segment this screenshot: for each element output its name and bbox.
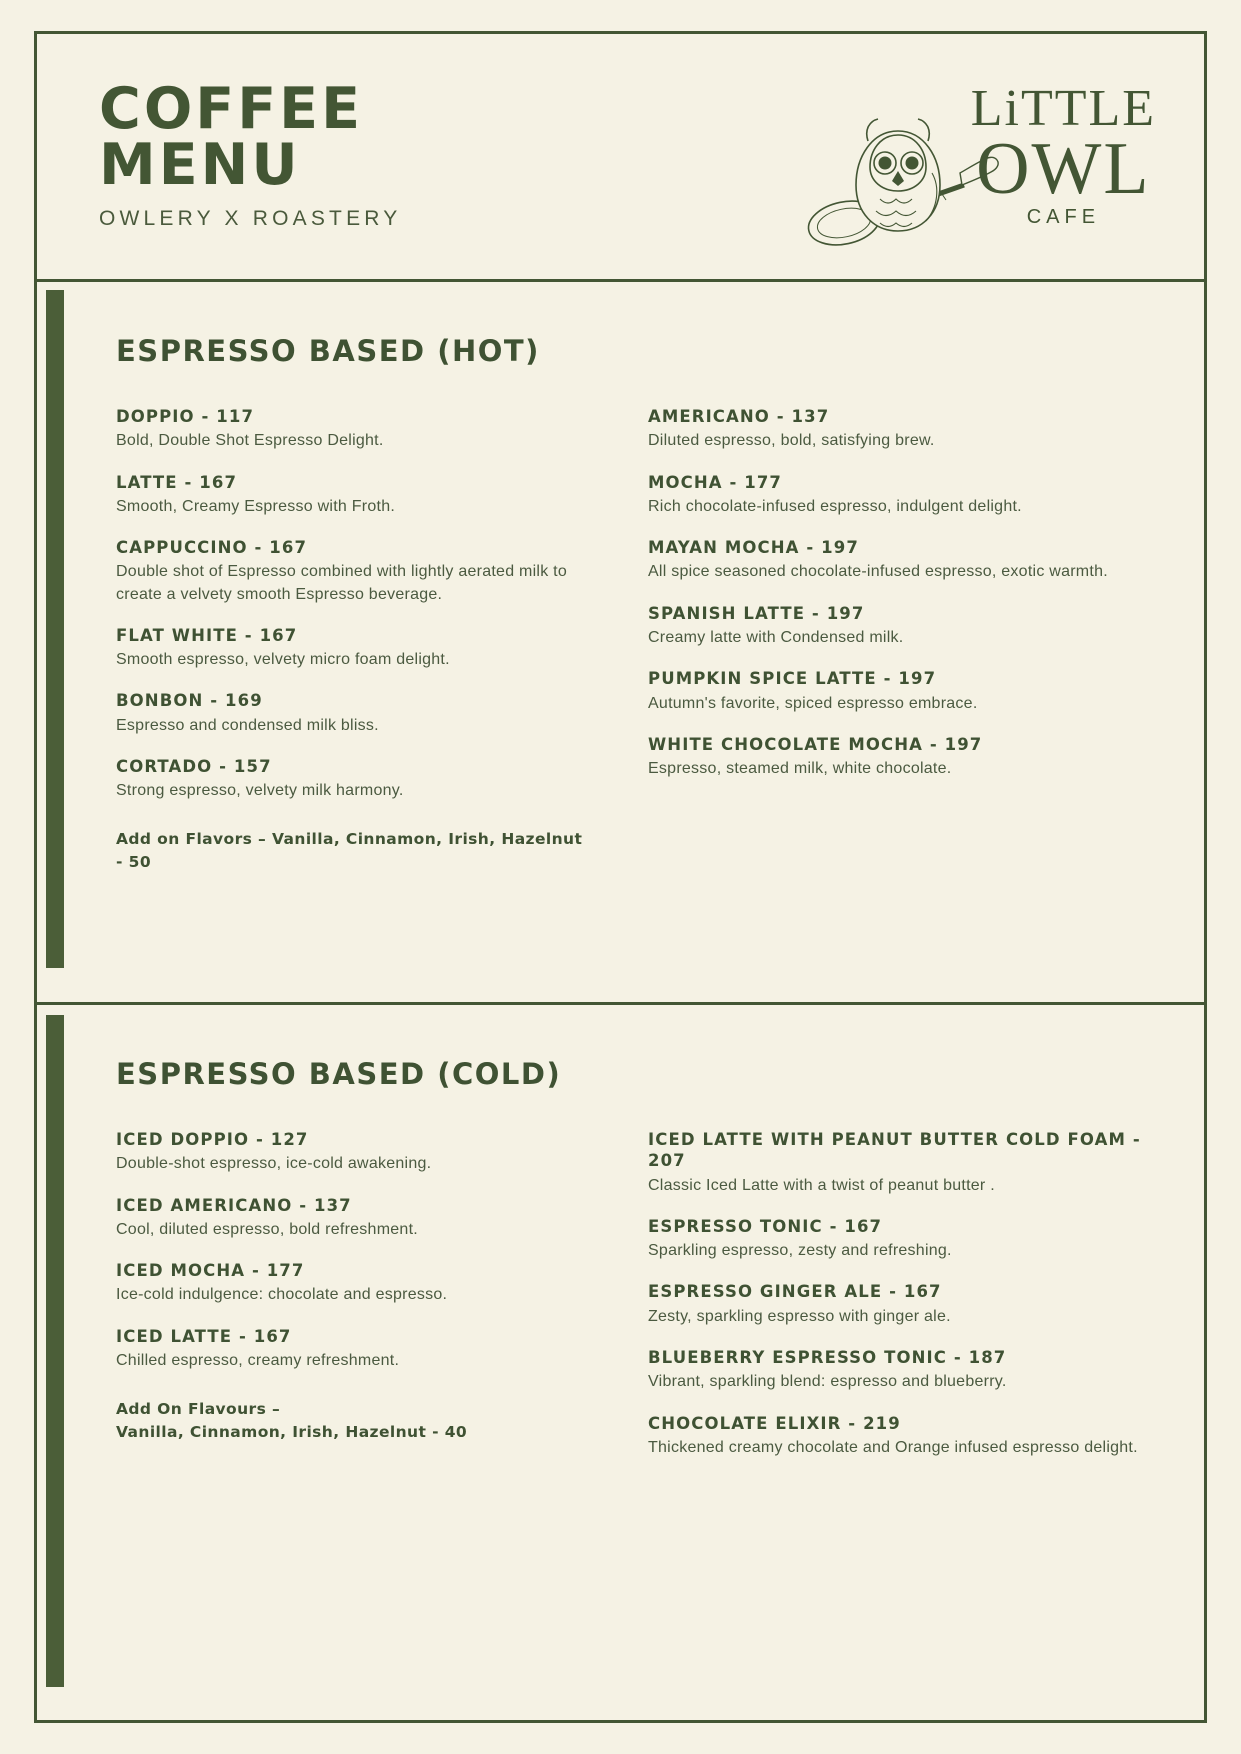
menu-item-description: Smooth, Creamy Espresso with Froth. bbox=[116, 497, 396, 515]
menu-item-description: Cool, diluted espresso, bold refreshment. bbox=[116, 1220, 418, 1238]
menu-item bbox=[648, 406, 1148, 453]
logo-word-cafe: CAFE bbox=[1026, 205, 1101, 228]
menu-item-name: CORTADO - 157 bbox=[116, 756, 272, 776]
page-title bbox=[99, 75, 776, 198]
menu-item-name: SPANISH LATTE - 197 bbox=[648, 603, 865, 623]
addon-note-line-1: Add on Flavors – Vanilla, Cinnamon, Irish, Hazelnut - 50 bbox=[116, 830, 583, 871]
menu-item-description: Ice-cold indulgence: chocolate and espresso. bbox=[116, 1286, 448, 1304]
menu-item-name: ICED MOCHA - 177 bbox=[116, 1261, 305, 1281]
menu-item-description: Strong espresso, velvety milk harmony. bbox=[116, 782, 404, 800]
menu-item-description: All spice seasoned chocolate-infused espresso, exotic warmth. bbox=[648, 563, 1108, 581]
menu-column-right bbox=[648, 406, 1148, 873]
menu-item bbox=[116, 1129, 586, 1176]
menu-item-name: ESPRESSO GINGER ALE - 167 bbox=[648, 1282, 942, 1302]
menu-item bbox=[116, 537, 586, 606]
menu-column-left bbox=[116, 406, 586, 873]
menu-item bbox=[116, 625, 586, 672]
menu-item-name: ICED DOPPIO - 127 bbox=[116, 1130, 309, 1149]
menu-header bbox=[37, 34, 1204, 282]
menu-item bbox=[648, 1129, 1148, 1197]
page-title-line-2: MENU bbox=[99, 131, 301, 198]
section-espresso-cold bbox=[37, 1005, 1204, 1723]
menu-item-description: Chilled espresso, creamy refreshment. bbox=[116, 1351, 400, 1369]
menu-item bbox=[116, 1195, 586, 1242]
addon-note bbox=[116, 1398, 586, 1443]
menu-item-description: Espresso, steamed milk, white chocolate. bbox=[648, 760, 952, 778]
menu-item-name: PUMPKIN SPICE LATTE - 197 bbox=[648, 669, 937, 689]
menu-item-name: CHOCOLATE ELIXIR - 219 bbox=[648, 1413, 901, 1433]
menu-item-name: ICED AMERICANO - 137 bbox=[116, 1195, 352, 1215]
menu-item-name: ICED LATTE WITH PEANUT BUTTER COLD FOAM - 207 bbox=[648, 1130, 1141, 1171]
menu-item-description: Sparkling espresso, zesty and refreshing. bbox=[648, 1242, 952, 1260]
menu-item bbox=[648, 472, 1148, 519]
menu-column-left bbox=[116, 1129, 586, 1478]
section-accent-bar bbox=[46, 1015, 64, 1687]
menu-item bbox=[648, 1347, 1148, 1394]
menu-item-description: Classic Iced Latte with a twist of peanut butter . bbox=[648, 1176, 995, 1194]
section-accent-bar bbox=[46, 290, 64, 968]
menu-item bbox=[648, 603, 1148, 650]
brand-logo bbox=[776, 57, 1156, 257]
menu-item bbox=[648, 668, 1148, 715]
menu-item-name: BONBON - 169 bbox=[116, 691, 263, 711]
menu-item-description: Autumn's favorite, spiced espresso embrace. bbox=[648, 694, 978, 712]
logo-wordmark bbox=[970, 80, 1156, 229]
addon-note bbox=[116, 828, 586, 873]
menu-item bbox=[116, 756, 586, 803]
section-espresso-hot bbox=[37, 282, 1204, 1005]
addon-note-line-2: Vanilla, Cinnamon, Irish, Hazelnut - 40 bbox=[116, 1422, 468, 1441]
menu-item-description: Creamy latte with Condensed milk. bbox=[648, 628, 904, 646]
menu-page bbox=[34, 31, 1207, 1723]
logo-word-little: LiTTLE bbox=[970, 80, 1156, 138]
menu-item-name: MAYAN MOCHA - 197 bbox=[648, 538, 859, 558]
page-subtitle: OWLERY X ROASTERY bbox=[99, 207, 402, 231]
menu-item bbox=[648, 1281, 1148, 1328]
menu-item-description: Bold, Double Shot Espresso Delight. bbox=[116, 432, 384, 450]
logo-word-owl: OWL bbox=[976, 127, 1151, 210]
menu-item-description: Smooth espresso, velvety micro foam delight. bbox=[116, 651, 450, 669]
menu-item bbox=[648, 1216, 1148, 1263]
menu-item-description: Diluted espresso, bold, satisfying brew. bbox=[648, 432, 935, 450]
menu-item bbox=[648, 537, 1148, 584]
menu-item-description: Espresso and condensed milk bliss. bbox=[116, 716, 379, 734]
menu-item-name: FLAT WHITE - 167 bbox=[116, 625, 298, 645]
title-block bbox=[99, 75, 776, 232]
menu-item bbox=[116, 472, 586, 519]
menu-item-name: BLUEBERRY ESPRESSO TONIC - 187 bbox=[648, 1347, 1007, 1367]
addon-note-line-1: Add On Flavours – bbox=[116, 1400, 281, 1419]
menu-item bbox=[116, 1260, 586, 1307]
page-title-line-1: COFFEE bbox=[99, 75, 364, 142]
menu-item-description: Vibrant, sparkling blend: espresso and blueberry. bbox=[648, 1373, 1007, 1391]
menu-item-name: CAPPUCCINO - 167 bbox=[116, 538, 308, 558]
menu-item bbox=[116, 690, 586, 737]
menu-item-description: Zesty, sparkling espresso with ginger ale. bbox=[648, 1307, 951, 1325]
menu-item bbox=[116, 1326, 586, 1373]
menu-column-right bbox=[648, 1129, 1148, 1478]
menu-item bbox=[116, 406, 586, 453]
section-title: ESPRESSO BASED (HOT) bbox=[116, 334, 540, 368]
menu-item bbox=[648, 1413, 1148, 1460]
menu-item-description: Thickened creamy chocolate and Orange infused espresso delight. bbox=[648, 1438, 1138, 1456]
menu-item-name: ESPRESSO TONIC - 167 bbox=[648, 1216, 883, 1236]
menu-item-description: Double-shot espresso, ice-cold awakening. bbox=[116, 1155, 432, 1173]
menu-item-name: AMERICANO - 137 bbox=[648, 407, 830, 426]
menu-item bbox=[648, 734, 1148, 781]
menu-item-name: DOPPIO - 117 bbox=[116, 407, 255, 426]
section-title: ESPRESSO BASED (COLD) bbox=[116, 1057, 562, 1091]
menu-item-name: WHITE CHOCOLATE MOCHA - 197 bbox=[648, 734, 983, 754]
menu-item-description: Double shot of Espresso combined with lightly aerated milk to create a velvety smooth Espresso beverage. bbox=[116, 563, 568, 603]
menu-item-name: LATTE - 167 bbox=[116, 472, 238, 492]
menu-item-name: MOCHA - 177 bbox=[648, 472, 783, 492]
menu-item-name: ICED LATTE - 167 bbox=[116, 1326, 292, 1346]
menu-item-description: Rich chocolate-infused espresso, indulgent delight. bbox=[648, 497, 1022, 515]
